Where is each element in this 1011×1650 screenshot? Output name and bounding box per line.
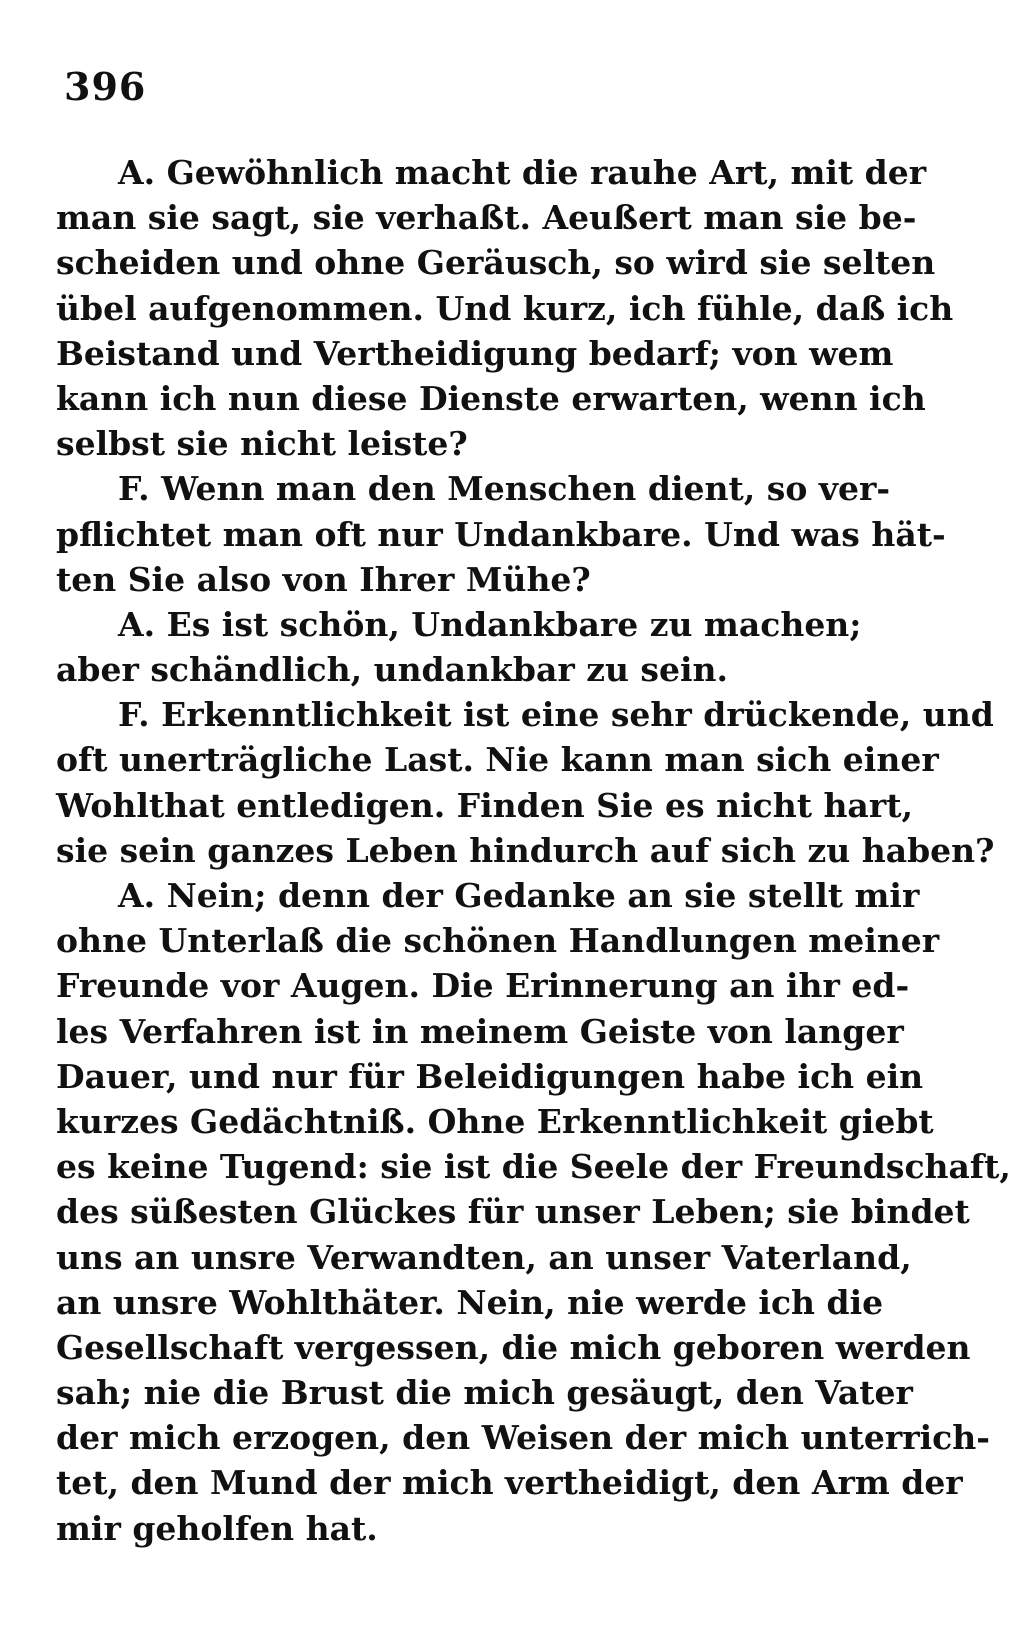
text-line: Freunde vor Augen. Die Erinnerung an ihr ed-	[56, 966, 910, 1006]
text-line: man sie sagt, sie verhaßt. Aeußert man sie be-	[56, 198, 917, 238]
text-line: sie sein ganzes Leben hindurch auf sich zu haben?	[56, 830, 995, 870]
text-line: kann ich nun diese Dienste erwarten, wenn ich	[56, 378, 926, 418]
text-line: aber schändlich, undankbar zu sein.	[56, 650, 729, 690]
text-line: des süßesten Glückes für unser Leben; sie bindet	[56, 1192, 970, 1232]
text-line: Gesellschaft vergessen, die mich geboren werden	[56, 1327, 971, 1367]
text-line: es keine Tugend: sie ist die Seele der Freundschaft,	[56, 1147, 1011, 1187]
text-line: übel aufgenommen. Und kurz, ich fühle, daß ich	[56, 288, 954, 328]
text-line: les Verfahren ist in meinem Geiste von langer	[56, 1011, 904, 1051]
text-line: ten Sie also von Ihrer Mühe?	[56, 559, 591, 599]
text-line: mir geholfen hat.	[56, 1508, 378, 1548]
text-line: scheiden und ohne Geräusch, so wird sie selten	[56, 243, 936, 283]
text-line: kurzes Gedächtniß. Ohne Erkenntlichkeit giebt	[56, 1101, 934, 1141]
text-line: A. Nein; denn der Gedanke an sie stellt mir	[118, 876, 920, 915]
text-line: F. Wenn man den Menschen dient, so ver-	[118, 469, 891, 509]
page-number: 396	[64, 64, 147, 109]
text-line: oft unerträgliche Last. Nie kann man sich einer	[56, 740, 939, 780]
text-line: der mich erzogen, den Weisen der mich unterrich-	[56, 1418, 990, 1458]
text-line: tet, den Mund der mich vertheidigt, den Arm der	[56, 1463, 963, 1503]
text-line: sah; nie die Brust die mich gesäugt, den Vater	[56, 1373, 913, 1413]
text-line: an unsre Wohlthäter. Nein, nie werde ich die	[56, 1282, 884, 1322]
text-line: selbst sie nicht leiste?	[56, 424, 468, 464]
text-line: Wohlthat entledigen. Finden Sie es nicht hart,	[56, 785, 913, 825]
text-line: ohne Unterlaß die schönen Handlungen meiner	[56, 921, 940, 961]
text-line: uns an unsre Verwandten, an unser Vaterland,	[56, 1237, 912, 1277]
body-text	[56, 150, 1011, 1551]
text-line: Dauer, und nur für Beleidigungen habe ich ein	[56, 1056, 924, 1096]
text-line: A. Gewöhnlich macht die rauhe Art, mit der	[118, 153, 927, 192]
text-line: pflichtet man oft nur Undankbare. Und was hät-	[56, 514, 946, 554]
text-line: F. Erkenntlichkeit ist eine sehr drückende, und	[118, 695, 994, 735]
text-line: A. Es ist schön, Undankbare zu machen;	[118, 604, 862, 644]
text-line: Beistand und Vertheidigung bedarf; von wem	[56, 333, 894, 373]
